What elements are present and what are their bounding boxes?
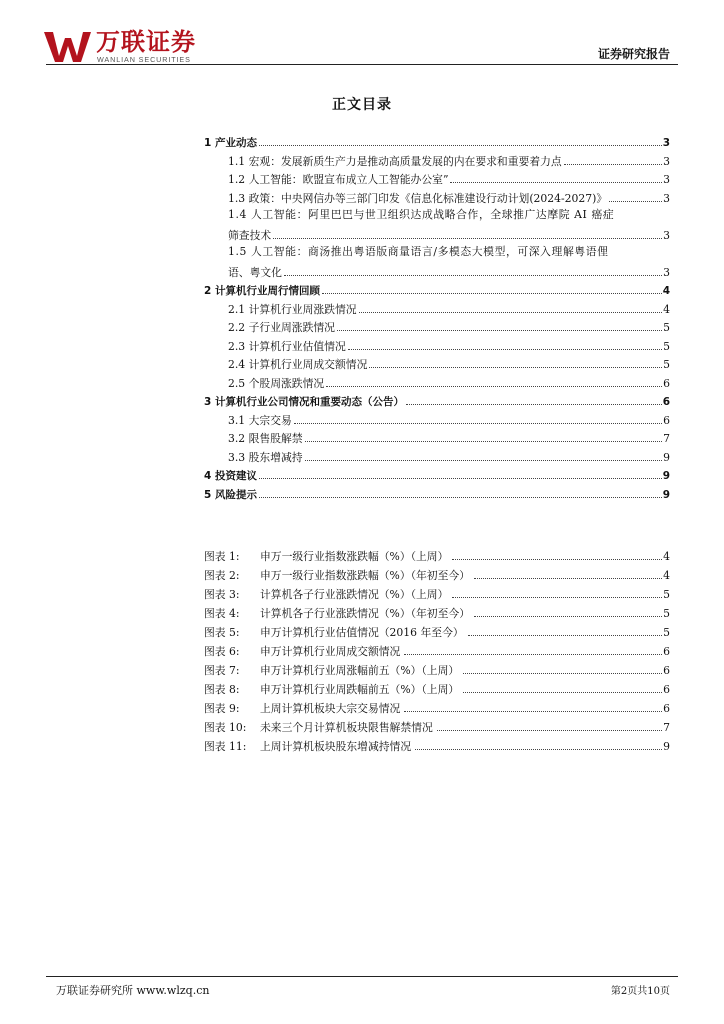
page-header (0, 0, 724, 70)
toc-section-entry[interactable] (204, 133, 670, 152)
figure-page-number: 7 (663, 721, 670, 734)
figure-index-entry[interactable] (204, 699, 670, 718)
toc-entry-line (228, 263, 670, 281)
figure-number: 图表 5: (204, 626, 240, 639)
toc-entry-text: 1.3 政策：中央网信办等三部门印发《信息化标准建设行动计划(2024-2027)》 (228, 191, 608, 205)
toc-entry-line (228, 226, 670, 244)
figure-entry-line (204, 547, 670, 565)
toc-page-number: 4 (663, 302, 670, 316)
figure-index-entry[interactable] (204, 737, 670, 756)
toc-section-entry[interactable] (204, 392, 670, 411)
toc-entry-line (228, 448, 670, 466)
table-of-contents (204, 133, 670, 503)
toc-entry-text: 1.1 宏观：发展新质生产力是推动高质量发展的内在要求和重要着力点 (228, 154, 562, 168)
header-divider (46, 64, 678, 65)
toc-page-number: 6 (663, 413, 670, 427)
toc-dot-leader (564, 152, 662, 165)
figure-caption: 申万一级行业指数涨跌幅（%）（上周） (260, 550, 449, 563)
toc-page-number: 4 (662, 285, 670, 297)
toc-entry-text: 3 计算机行业公司情况和重要动态（公告） (204, 396, 404, 408)
toc-dot-leader (348, 337, 662, 350)
figure-dot-leader (474, 566, 662, 579)
toc-page-number: 3 (663, 173, 670, 186)
toc-page-number: 5 (663, 339, 670, 353)
figure-entry-line (204, 699, 670, 717)
toc-entry-text: 1 产业动态 (204, 137, 257, 149)
figure-index (204, 547, 670, 756)
figure-page-number: 4 (663, 569, 670, 582)
figure-entry-line (204, 642, 670, 660)
figure-entry-line (204, 661, 670, 679)
toc-page-number: 7 (663, 432, 670, 445)
figure-index-entry[interactable] (204, 547, 670, 566)
toc-entry-line (204, 485, 670, 503)
toc-subsection-entry[interactable] (204, 318, 670, 337)
toc-subsection-entry[interactable] (204, 152, 670, 171)
figure-number: 图表 6: (204, 645, 240, 658)
figure-page-number: 4 (663, 550, 670, 563)
toc-subsection-entry[interactable] (204, 355, 670, 374)
footer-divider (46, 976, 678, 977)
toc-entry-line (228, 152, 670, 170)
toc-entry-text: 2.4 计算机行业周成交额情况 (228, 358, 368, 371)
logo-chinese-name: 万联证券 (96, 28, 196, 56)
toc-section-entry[interactable] (204, 485, 670, 504)
toc-entry-line (228, 374, 670, 392)
toc-entry-line (228, 318, 670, 336)
toc-dot-leader (259, 133, 662, 146)
figure-number: 图表 11: (204, 740, 247, 753)
figure-page-number: 6 (663, 645, 670, 658)
figure-caption: 申万一级行业指数涨跌幅（%）（年初至今） (260, 569, 470, 582)
figure-number: 图表 1: (204, 550, 240, 563)
figure-number: 图表 7: (204, 664, 240, 677)
toc-page-number: 3 (662, 137, 670, 149)
toc-dot-leader (609, 189, 662, 202)
toc-page-number: 9 (663, 450, 670, 464)
toc-entry-text: 1.2 人工智能：欧盟宣布成立人工智能办公室” (228, 173, 449, 186)
figure-number: 图表 10: (204, 721, 247, 734)
toc-page-number: 3 (663, 228, 670, 242)
toc-dot-leader (259, 485, 662, 498)
toc-entry-text: 2.3 计算机行业估值情况 (228, 339, 346, 353)
figure-dot-leader (437, 718, 662, 731)
toc-entry-text-line1: 1.5 人工智能：商汤推出粤语版商量语言/多模态大模型，可深入理解粤语俚 (228, 245, 609, 258)
figure-number: 图表 3: (204, 588, 240, 601)
toc-subsection-entry[interactable] (204, 170, 670, 189)
company-logo (44, 30, 199, 66)
figure-entry-line (204, 566, 670, 584)
toc-subsection-entry[interactable] (204, 207, 670, 244)
figure-caption: 计算机各子行业涨跌情况（%）（上周） (260, 588, 449, 601)
toc-dot-leader (322, 281, 662, 294)
toc-entry-text: 3.2 限售股解禁 (228, 432, 303, 445)
figure-index-entry[interactable] (204, 585, 670, 604)
toc-dot-leader (273, 226, 662, 239)
figure-dot-leader (452, 547, 662, 560)
footer-source: 万联证券研究所 www.wlzq.cn (56, 984, 210, 997)
toc-entry-text: 5 风险提示 (204, 488, 257, 501)
figure-caption: 上周计算机板块大宗交易情况 (260, 702, 401, 715)
toc-subsection-entry[interactable] (204, 374, 670, 393)
figure-dot-leader (463, 661, 662, 674)
figure-dot-leader (415, 737, 662, 750)
figure-dot-leader (468, 623, 662, 636)
toc-page-number: 9 (662, 488, 670, 501)
toc-entry-line (228, 170, 670, 188)
toc-dot-leader (294, 411, 662, 424)
toc-dot-leader (305, 448, 662, 461)
figure-number: 图表 2: (204, 569, 240, 582)
toc-subsection-entry[interactable] (204, 244, 670, 281)
toc-entry-line (204, 133, 670, 151)
figure-index-entry[interactable] (204, 680, 670, 699)
figure-caption: 申万计算机行业周涨幅前五（%）（上周） (260, 664, 460, 677)
toc-page-number: 6 (662, 396, 670, 408)
toc-page-number: 6 (663, 376, 670, 390)
figure-entry-line (204, 718, 670, 736)
toc-page-number: 9 (662, 470, 670, 482)
page-title: 正文目录 (332, 97, 392, 113)
page-number: 第2页共10页 (610, 986, 670, 997)
figure-caption: 未来三个月计算机板块限售解禁情况 (260, 721, 433, 734)
figure-index-entry[interactable] (204, 661, 670, 680)
toc-entry-text-line1: 1.4 人工智能：阿里巴巴与世卫组织达成战略合作，全球推广达摩院 AI 癌症 (228, 208, 615, 221)
toc-entry-text: 2.1 计算机行业周涨跌情况 (228, 302, 357, 316)
toc-entry-line (204, 392, 670, 410)
toc-entry-text: 4 投资建议 (204, 470, 257, 482)
toc-dot-leader (305, 429, 662, 442)
toc-dot-leader (284, 263, 662, 276)
figure-page-number: 5 (663, 626, 670, 639)
toc-entry-line (228, 355, 670, 373)
figure-caption: 申万计算机行业估值情况（2016 年至今） (260, 626, 464, 639)
toc-subsection-entry[interactable] (204, 411, 670, 430)
toc-entry-text: 语、粤文化 (228, 265, 282, 279)
figure-dot-leader (404, 642, 662, 655)
toc-subsection-entry[interactable] (204, 300, 670, 319)
figure-page-number: 5 (663, 607, 670, 620)
toc-subsection-entry[interactable] (204, 448, 670, 467)
figure-dot-leader (452, 585, 662, 598)
toc-dot-leader (259, 466, 662, 479)
toc-dot-leader (359, 300, 662, 313)
figure-page-number: 6 (663, 702, 670, 715)
toc-subsection-entry[interactable] (204, 337, 670, 356)
figure-page-number: 9 (663, 740, 670, 753)
figure-number: 图表 4: (204, 607, 240, 620)
figure-entry-line (204, 737, 670, 755)
figure-entry-line (204, 680, 670, 698)
figure-index-entry[interactable] (204, 566, 670, 585)
toc-dot-leader (450, 170, 662, 183)
toc-dot-leader (406, 392, 662, 405)
toc-entry-line (228, 189, 670, 207)
toc-subsection-entry[interactable] (204, 189, 670, 208)
toc-entry-line (204, 466, 670, 484)
figure-number: 图表 9: (204, 702, 240, 715)
toc-page-number: 3 (663, 265, 670, 279)
toc-entry-text: 2.2 子行业周涨跌情况 (228, 321, 335, 334)
figure-index-entry[interactable] (204, 642, 670, 661)
toc-entry-line (228, 429, 670, 447)
toc-entry-text: 2 计算机行业周行情回顾 (204, 285, 320, 297)
toc-entry-text: 筛查技术 (228, 228, 272, 242)
figure-entry-line (204, 623, 670, 641)
toc-dot-leader (326, 374, 662, 387)
logo-english-name: WANLIAN SECURITIES (97, 55, 191, 64)
figure-index-entry[interactable] (204, 718, 670, 737)
toc-entry-line (204, 281, 670, 299)
wanlian-logo-icon (44, 30, 94, 64)
toc-entry-text: 2.5 个股周涨跌情况 (228, 376, 325, 390)
toc-page-number: 5 (663, 358, 670, 371)
toc-section-entry[interactable] (204, 466, 670, 485)
toc-entry-text: 3.1 大宗交易 (228, 413, 292, 427)
figure-caption: 申万计算机行业周成交额情况 (260, 645, 401, 658)
figure-dot-leader (404, 699, 662, 712)
figure-caption: 上周计算机板块股东增减持情况 (260, 740, 412, 753)
figure-page-number: 5 (663, 588, 670, 601)
figure-number: 图表 8: (204, 683, 240, 696)
toc-entry-line (228, 411, 670, 429)
toc-entry-text: 3.3 股东增减持 (228, 450, 303, 464)
toc-page-number: 3 (663, 154, 670, 168)
toc-entry-line (228, 300, 670, 318)
toc-dot-leader (369, 355, 662, 368)
figure-page-number: 6 (663, 683, 670, 696)
toc-section-entry[interactable] (204, 281, 670, 300)
figure-entry-line (204, 604, 670, 622)
figure-index-entry[interactable] (204, 623, 670, 642)
toc-page-number: 3 (663, 191, 670, 205)
toc-dot-leader (337, 318, 662, 331)
toc-entry-line (228, 337, 670, 355)
report-type-label: 证券研究报告 (597, 47, 670, 61)
figure-dot-leader (474, 604, 662, 617)
toc-subsection-entry[interactable] (204, 429, 670, 448)
figure-dot-leader (463, 680, 662, 693)
figure-entry-line (204, 585, 670, 603)
figure-page-number: 6 (663, 664, 670, 677)
toc-page-number: 5 (663, 321, 670, 334)
figure-caption: 计算机各子行业涨跌情况（%）（年初至今） (260, 607, 470, 620)
figure-index-entry[interactable] (204, 604, 670, 623)
figure-caption: 申万计算机行业周跌幅前五（%）（上周） (260, 683, 460, 696)
